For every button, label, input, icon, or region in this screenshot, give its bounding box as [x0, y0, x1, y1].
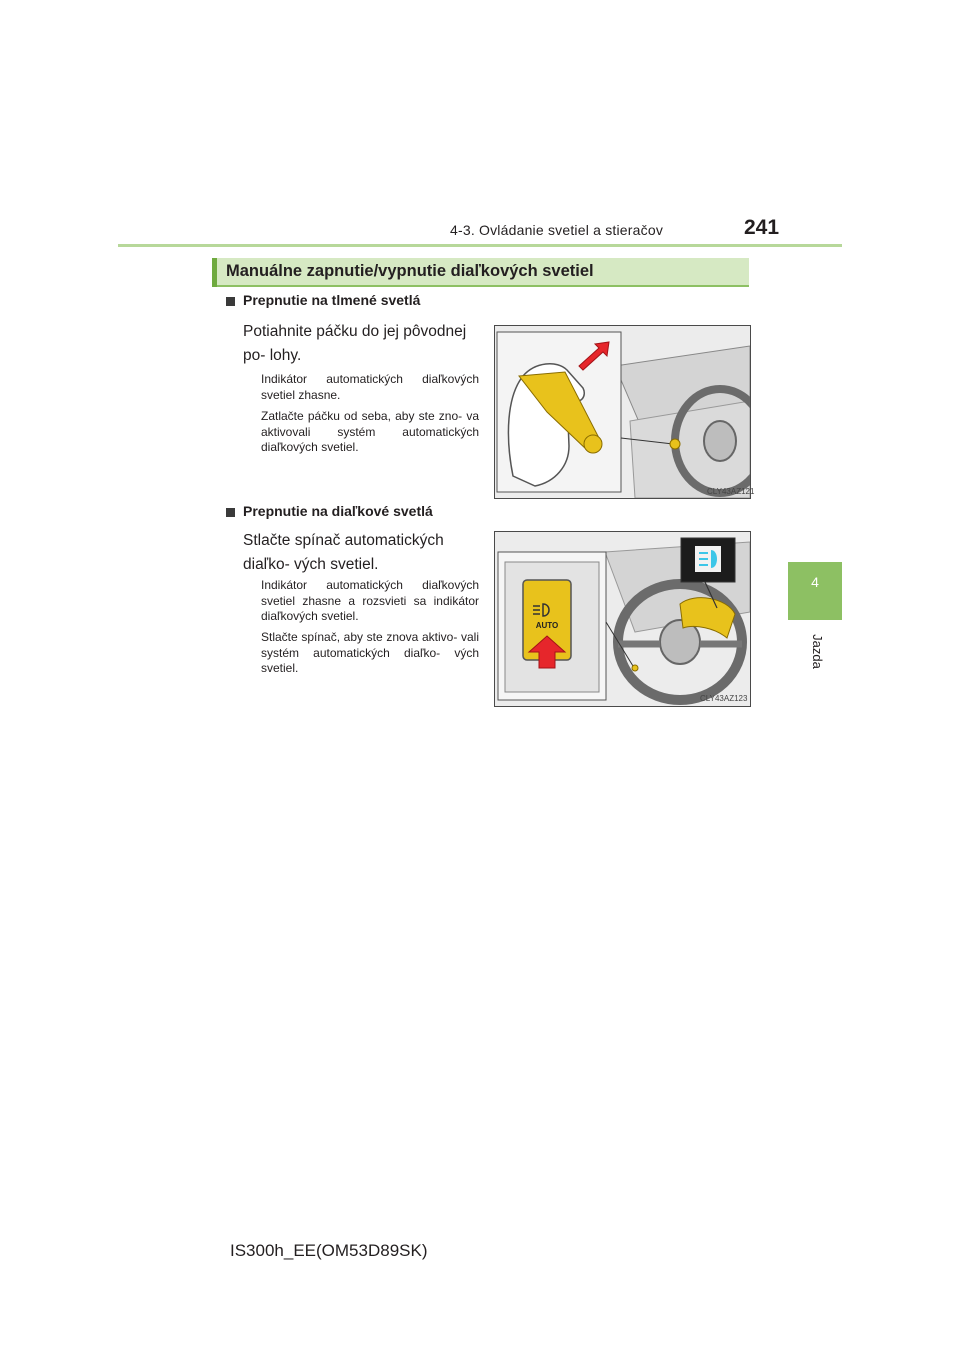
chapter-number: 4: [811, 574, 819, 590]
figure-auto-switch: [494, 531, 751, 707]
subsection-title: Prepnutie na diaľkové svetlá: [243, 503, 433, 519]
subsection-title: Prepnutie na tlmené svetlá: [243, 292, 421, 308]
bullet-square-icon: [226, 508, 235, 517]
note: Indikátor automatických diaľkových svetiel zhasne.: [261, 372, 479, 402]
chapter-label: [800, 626, 830, 672]
subsection-body: Potiahnite páčku do jej pôvodnej po- lohy.: [243, 323, 467, 364]
figure-code: CLY43AZ121: [707, 487, 755, 496]
chapter-tab: [788, 562, 842, 620]
note: Stlačte spínač, aby ste znova aktivo- vali systém automatických diaľko- vých svetiel.: [261, 630, 479, 675]
footer-model-code: IS300h_EE(OM53D89SK): [230, 1241, 428, 1260]
header-section-title: 4-3. Ovládanie svetiel a stieračov: [450, 222, 664, 238]
auto-switch-label: AUTO: [535, 621, 559, 630]
chapter-label-text: Jazda: [809, 634, 825, 669]
subsection-body: Stlačte spínač automatických diaľko- vých svetiel.: [243, 532, 444, 573]
bullet-square-icon: [226, 297, 235, 306]
note: Zatlačte páčku od seba, aby ste zno- va aktivovali systém automatických diaľkových svetiel.: [261, 409, 479, 454]
header-rule: [118, 244, 842, 247]
section-title: Manuálne zapnutie/vypnutie diaľkových svetiel: [226, 262, 594, 280]
note: Indikátor automatických diaľkových svetiel zhasne a rozsvieti sa indikátor diaľkových svetiel.: [261, 578, 479, 623]
figure-code: CLY43AZ123: [700, 694, 748, 703]
section-title-accent: [212, 258, 217, 287]
page-number: 241: [744, 216, 780, 239]
figure-lever: [494, 325, 751, 499]
